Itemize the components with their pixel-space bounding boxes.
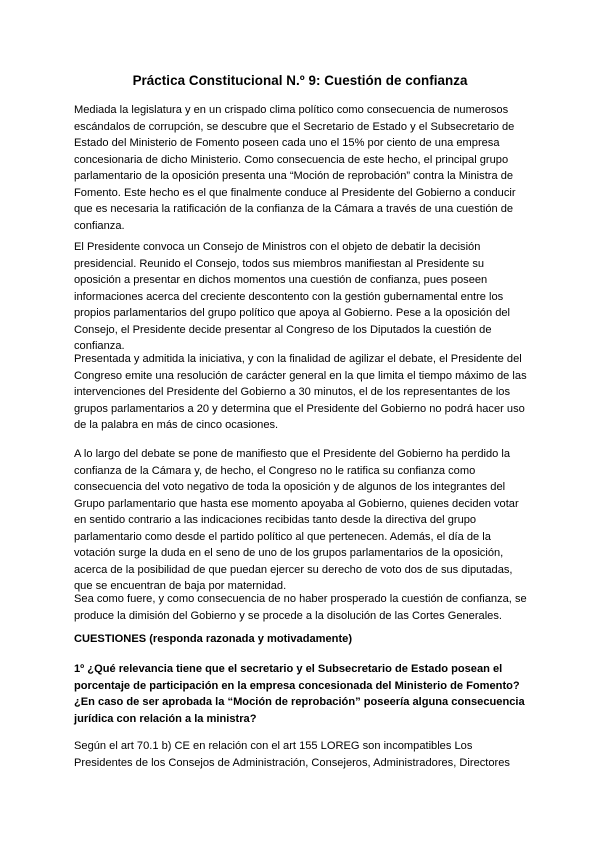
paragraph-dissolution: Sea como fuere, y como consecuencia de no haber prosperado la cuestión de confianza, se produce la dimisión del Gobierno y se procede a la disolución de las Cortes Generales.	[74, 593, 527, 622]
cuestiones-heading: CUESTIONES (responda razonada y motivadamente)	[74, 633, 353, 645]
document-title: Práctica Constitucional N.º 9: Cuestión de confianza	[132, 73, 468, 88]
paragraph-case-intro: Mediada la legislatura y en un crispado clima político como consecuencia de numerosos escándalos de corrupción, se descubre que el Secretario de Estado y el Subsecretario de Estado del Ministerio de Fomento poseen cada uno el 15% por ciento de una empresa concesionaria de dicho Ministerio. Como consecuencia de este hecho, el principal grupo parlamentario de la oposición presenta una “Moción de reprobación” contra la Ministra de Fomento. Este hecho es el que finalmente conduce al Presidente del Gobierno a conducir que es necesaria la ratificación de la confianza de la Cámara a través de una cuestión de confianza.	[74, 104, 516, 232]
paragraph-council-of-ministers: El Presidente convoca un Consejo de Ministros con el objeto de debatir la decisión presidencial. Reunido el Consejo, todos sus miembros manifiestan al Presidente su oposición a presentar en dichos momentos una cuestión de confianza, pues poseen informaciones acerca del creciente descontento con la gestión gubernamental entre los propios parlamentarios del grupo político que apoya al Gobierno. Pese a la oposición del Consejo, el Presidente decide presentar al Congreso de los Diputados la cuestión de confianza.	[74, 241, 511, 352]
question-1: 1º ¿Qué relevancia tiene que el secretario y el Subsecretario de Estado posean el porcentaje de participación en la empresa concesionada del Ministerio de Fomento? ¿En caso de ser aprobada la “Moción de reprobación” poseería alguna consecuencia jurídica con relación a la ministra?	[74, 663, 525, 725]
paragraph-debate-rules: Presentada y admitida la iniciativa, y con la finalidad de agilizar el debate, el Presidente del Congreso emite una resolución de carácter general en la que limita el tiempo máximo de las intervenciones del Presidente del Gobierno a 30 minutos, el de los representantes de los grupos parlamentarios a 20 y determina que el Presidente del Gobierno no podrá hacer uso de la palabra en más de cinco ocasiones.	[74, 353, 527, 431]
paragraph-debate-outcome: A lo largo del debate se pone de manifiesto que el Presidente del Gobierno ha perdido la confianza de la Cámara y, de hecho, el Congreso no le ratifica su confianza como consecuencia del voto negativo de toda la oposición y de algunos de los integrantes del Grupo parlamentario que hasta ese momento apoyaba al Gobierno, quienes deciden votar en sentido contrario a las indicaciones recibidas tanto desde la directiva del grupo parlamentario como desde el partido político al que pertenecen. Además, el día de la votación surge la duda en el seno de uno de los grupos parlamentarios de la oposición, acerca de la posibilidad de que puedan ejercer su derecho de voto dos de sus diputadas, que se encuentran de baja por maternidad.	[74, 448, 519, 592]
answer-1-text: Según el art 70.1 b) CE en relación con el art 155 LOREG son incompatibles Los Presidentes de los Consejos de Administración, Consejeros, Administradores, Directores	[74, 740, 510, 769]
